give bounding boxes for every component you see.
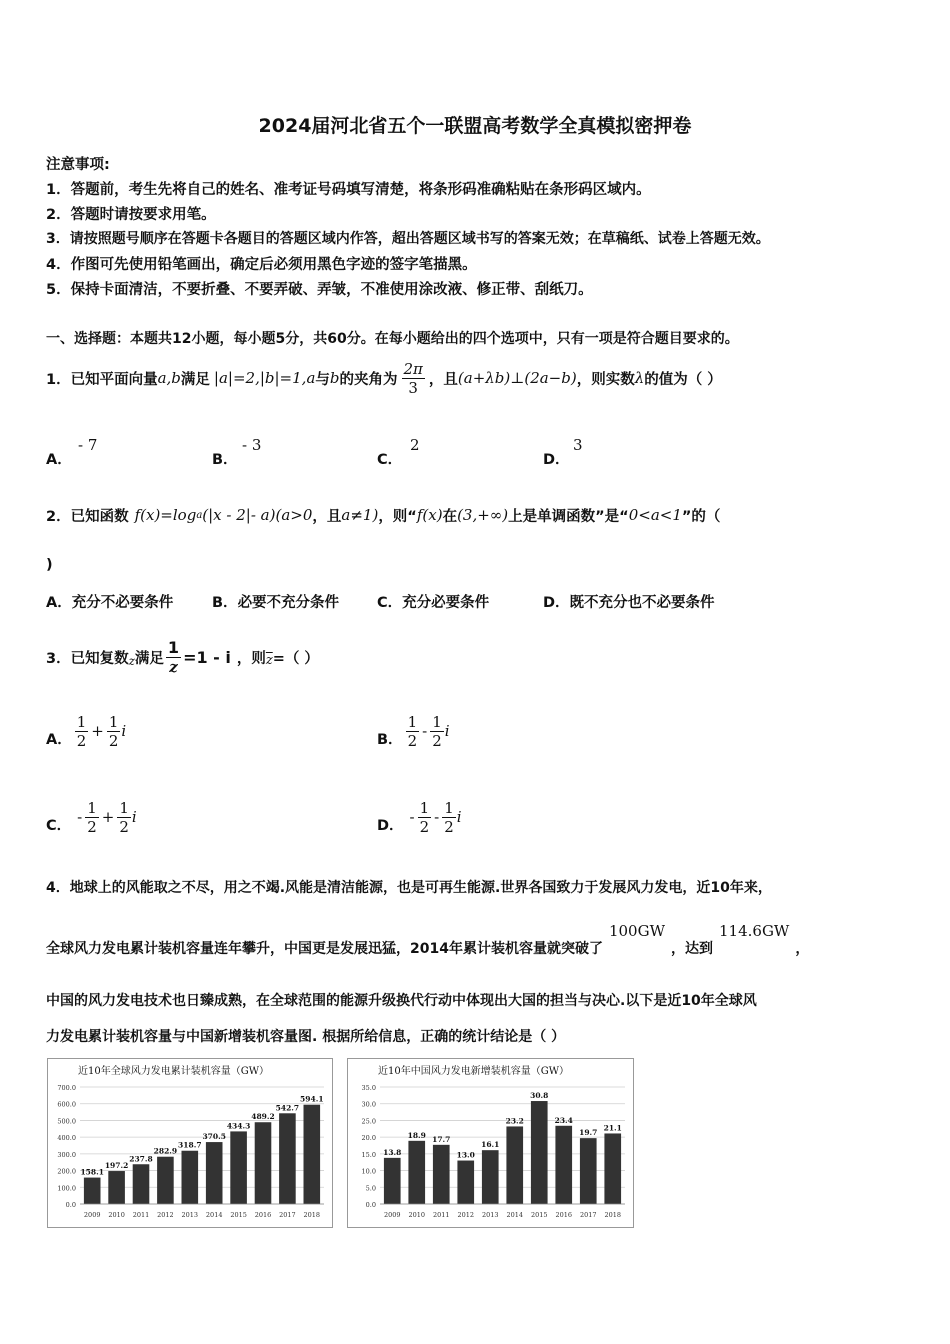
q2-close: ) [46,557,53,573]
data-label: 13.0 [456,1150,475,1160]
q3-denominator: z [169,657,178,676]
bar [304,1105,321,1204]
data-label: 158.1 [80,1167,104,1177]
bar [408,1141,425,1204]
x-tick-label: 2012 [157,1211,174,1219]
x-tick-label: 2014 [205,1211,223,1219]
q1-angle-numerator: 2π [403,359,423,378]
x-tick-label: 2011 [432,1211,450,1219]
data-label: 434.3 [226,1121,251,1131]
q2-option-d: D．既不充分也不必要条件 [543,595,715,611]
data-label: 489.2 [251,1112,275,1122]
q1-angle-denominator: 3 [408,378,418,397]
question-3 [46,628,319,686]
bar [457,1161,474,1204]
data-label: 17.7 [432,1134,451,1144]
q3-rhs: =1 - i [183,647,231,667]
chart-global-capacity [47,1058,333,1228]
data-label: 23.2 [505,1116,524,1126]
q2-option-b: B．必要不充分条件 [212,595,340,611]
q2-function: f(x)=log [134,506,197,524]
bar [580,1138,597,1204]
y-tick-label: 15.0 [361,1150,376,1159]
q3-text-4: =（ ） [272,650,319,667]
y-tick-label: 30.0 [361,1100,376,1109]
chart-china-svg [348,1059,633,1227]
y-tick-label: 600.0 [57,1100,76,1109]
bar [506,1126,523,1204]
x-tick-label: 2013 [181,1211,199,1219]
q1-perpendicular: (a+λb)⊥(2a−b) [457,369,577,387]
q4-value-100gw: 100GW [608,922,665,940]
x-tick-label: 2009 [383,1211,401,1219]
x-tick-label: 2018 [604,1211,622,1219]
notice-item-4: 4．作图可先使用铅笔画出，确定后必须用黑色字迹的签字笔描黑。 [46,257,477,273]
notice-item-5: 5．保持卡面清洁，不要折叠、不要弄破、弄皱，不准使用涂改液、修正带、刮纸刀。 [46,282,593,298]
chart-title: 近10年全球风力发电累计装机容量（GW） [78,1066,269,1077]
q1-option-c-label: C． [377,452,403,468]
q1-lambda: λ [634,369,645,387]
chart-global-svg [48,1059,332,1227]
q1-text-2: 满足 [180,371,210,388]
y-tick-label: 35.0 [361,1084,376,1092]
q1-option-c-value: 2 [410,436,420,454]
data-label: 16.1 [481,1140,500,1150]
q1-option-d-label: D． [543,452,570,468]
q1-text-5: ，且 [428,371,458,388]
q3-fraction [166,639,181,676]
y-tick-label: 500.0 [57,1117,76,1126]
q4-value-114gw: 114.6GW [719,922,790,940]
question-1 [46,352,722,404]
q3-option-d: D． - $\frac{1}{2}$ - $\frac{1}{2}$ i [377,798,462,836]
q1-option-a-label: A． [46,452,72,468]
x-tick-label: 2011 [132,1211,150,1219]
bar [84,1178,101,1204]
y-tick-label: 0.0 [365,1201,376,1209]
x-tick-label: 2016 [555,1211,573,1219]
y-tick-label: 400.0 [57,1134,76,1143]
x-tick-label: 2018 [303,1211,321,1219]
q4-line-4: 力发电累计装机容量与中国新增装机容量图. 根据所给信息，正确的统计结论是（ ） [46,1029,566,1045]
data-label: 19.7 [579,1128,598,1138]
x-tick-label: 2015 [230,1211,247,1219]
x-tick-label: 2016 [254,1211,272,1219]
y-tick-label: 700.0 [57,1084,76,1092]
section-heading: 一、选择题：本题共12小题，每小题5分，共60分。在每小题给出的四个选项中，只有一项是符合题目要求的。 [46,331,739,347]
q1-angle-fraction [402,360,425,397]
q2-interval: (3,+∞) [457,506,509,524]
q2-text-2: ，且 [312,508,342,525]
data-label: 594.1 [300,1094,324,1104]
bar [255,1122,272,1204]
q2-log-base: a [196,509,203,521]
bar [433,1145,450,1204]
x-tick-label: 2015 [530,1211,548,1219]
q1-vectors: a,b [157,369,181,387]
y-tick-label: 10.0 [361,1167,376,1176]
q3-text-3: ，则 [236,650,266,667]
data-label: 18.9 [407,1130,426,1140]
notice-item-1: 1．答题前，考生先将自己的姓名、准考证号码填写清楚，将条形码准确粘贴在条形码区域内。 [46,182,651,198]
q2-text-5: 上是单调函数”是“ [508,508,629,525]
data-label: 21.1 [603,1123,622,1133]
q2-text-3: ，则“ [378,508,417,525]
q4-line-1: 4．地球上的风能取之不尽，用之不竭.风能是清洁能源，也是可再生能源.世界各国致力于发展风力发电，近10年来， [46,880,772,896]
bar [384,1158,401,1204]
q2-function-2: (|x - 2|- a)(a>0 [202,506,313,524]
q2-text-6: ”的（ [681,508,721,525]
bar [108,1171,125,1204]
q1-text-4: 的夹角为 [339,371,398,388]
q3-option-a: A． $\frac{1}{2}$ + $\frac{1}{2}$ i [46,712,127,750]
question-2 [46,497,720,533]
bar [133,1164,150,1204]
q1-option-b-label: B． [212,452,238,468]
q1-text-6: ，则实数 [576,371,635,388]
q3-text-1: 3．已知复数 [46,650,129,667]
x-tick-label: 2013 [481,1211,499,1219]
data-label: 23.4 [554,1115,573,1125]
y-tick-label: 300.0 [57,1150,76,1159]
q1-vector-b: b [329,369,340,387]
q2-option-c: C．充分必要条件 [377,595,490,611]
q2-text-1: 2．已知函数 [46,508,129,525]
y-tick-label: 25.0 [361,1117,376,1126]
q2-text-4: 在 [442,508,458,525]
data-label: 318.7 [178,1140,202,1150]
x-tick-label: 2010 [108,1211,125,1219]
data-label: 542.7 [275,1103,300,1113]
q3-option-c: C． - $\frac{1}{2}$ + $\frac{1}{2}$ i [46,798,137,836]
q1-option-a-value: - 7 [78,436,98,454]
page-title: 2024届河北省五个一联盟高考数学全真模拟密押卷 [258,115,692,137]
chart-china-new-capacity [347,1058,634,1228]
data-label: 370.5 [202,1132,226,1142]
data-label: 282.9 [153,1146,178,1156]
x-tick-label: 2017 [279,1211,296,1219]
q1-option-d-value: 3 [573,436,583,454]
x-tick-label: 2010 [408,1211,426,1219]
q3-option-b: B． $\frac{1}{2}$ - $\frac{1}{2}$ i [377,712,450,750]
q1-option-b-value: - 3 [242,436,262,454]
y-tick-label: 5.0 [365,1184,376,1193]
bar [279,1113,296,1204]
bar [555,1126,572,1204]
q2-option-a: A．充分不必要条件 [46,595,174,611]
q2-fx: f(x) [416,506,443,524]
q3-zbar: $\overline{z}$ [265,652,273,668]
q2-range: 0<a<1 [628,506,682,524]
q2-condition: a≠1) [341,506,379,524]
bar [482,1150,499,1204]
bar [157,1157,174,1204]
bar [182,1151,199,1204]
bar [206,1142,223,1204]
q1-condition: |a|=2,|b|=1,a [213,369,316,387]
q1-text-3: 与 [315,371,330,388]
notice-heading: 注意事项: [46,157,110,173]
notice-item-3: 3．请按照题号顺序在答题卡各题目的答题区域内作答，超出答题区域书写的答案无效；在草稿纸、试卷上答题无效。 [46,231,770,247]
data-label: 30.8 [530,1091,549,1101]
y-tick-label: 200.0 [57,1167,76,1176]
data-label: 237.8 [129,1154,153,1164]
bar [604,1133,621,1204]
q4-line-2: 全球风力发电累计装机容量连年攀升，中国更是发展迅猛，2014年累计装机容量就突破了 100GW ，达到 114.6GW ， [46,922,810,957]
data-label: 13.8 [383,1147,402,1157]
x-tick-label: 2012 [457,1211,475,1219]
x-tick-label: 2017 [579,1211,597,1219]
q4-line-3: 中国的风力发电技术也日臻成熟，在全球范围的能源升级换代行动中体现出大国的担当与决心.以下是近10年全球风 [46,993,757,1009]
y-tick-label: 20.0 [361,1134,376,1143]
notice-item-2: 2．答题时请按要求用笔。 [46,207,216,223]
q1-text-1: 1．已知平面向量 [46,371,158,388]
data-label: 197.2 [104,1161,129,1171]
x-tick-label: 2009 [83,1211,101,1219]
x-tick-label: 2014 [506,1211,524,1219]
chart-title: 近10年中国风力发电新增装机容量（GW） [378,1066,569,1077]
q3-numerator: 1 [167,637,180,657]
q3-z: z [128,654,135,668]
bar [531,1101,548,1204]
q3-text-2: 满足 [134,650,164,667]
y-tick-label: 0.0 [65,1201,76,1209]
q1-text-7: 的值为（ ） [644,371,722,388]
bar [230,1131,247,1204]
y-tick-label: 100.0 [57,1184,76,1193]
